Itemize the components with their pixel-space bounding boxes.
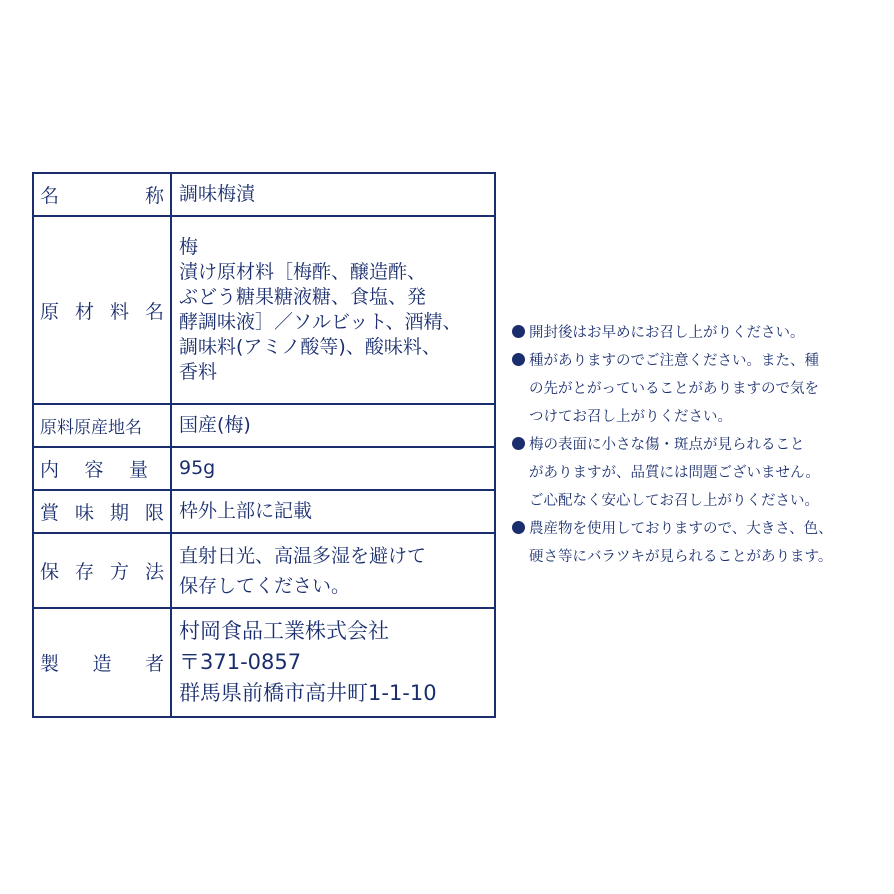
bullet-icon bbox=[512, 521, 525, 534]
row-key bbox=[33, 608, 171, 717]
bullet-icon bbox=[512, 325, 525, 338]
row-key-label: 原 材 料 名 bbox=[40, 300, 164, 323]
value-line: 調味梅漬 bbox=[179, 183, 256, 205]
value-line: 直射日光、高温多湿を避けて bbox=[179, 544, 427, 567]
row-key-label: 保 存 方 法 bbox=[40, 561, 164, 583]
value-line: 国産(梅) bbox=[179, 414, 251, 436]
note-item bbox=[512, 515, 882, 571]
note-text: の先がとがっていることがありますので気を bbox=[529, 381, 819, 397]
table-row bbox=[33, 608, 495, 717]
row-value bbox=[171, 216, 495, 404]
row-value bbox=[171, 447, 495, 490]
table-row bbox=[33, 490, 495, 533]
note-item bbox=[512, 319, 882, 347]
caution-notes bbox=[512, 319, 882, 571]
row-value bbox=[171, 533, 495, 608]
value-line: 漬け原材料［梅酢、醸造酢、 bbox=[179, 261, 427, 283]
row-key-label: 賞 味 期 限 bbox=[40, 502, 164, 524]
note-item bbox=[512, 431, 882, 515]
note-text: 開封後はお早めにお召し上がりください。 bbox=[529, 325, 805, 341]
table-row bbox=[33, 404, 495, 447]
value-line: 枠外上部に記載 bbox=[179, 500, 313, 522]
bullet-icon bbox=[512, 353, 525, 366]
row-key bbox=[33, 404, 171, 447]
value-line: 梅 bbox=[179, 236, 199, 258]
value-line: ぶどう糖果糖液糖、食塩、発 bbox=[179, 286, 427, 308]
table-row bbox=[33, 216, 495, 404]
row-key-label: 原料原産地名 bbox=[40, 418, 142, 438]
row-key-label: 製 造 者 bbox=[40, 653, 164, 675]
note-text: 梅の表面に小さな傷・斑点が見られること bbox=[529, 437, 805, 453]
note-text: ご心配なく安心してお召し上がりください。 bbox=[529, 493, 819, 509]
row-value bbox=[171, 404, 495, 447]
food-label-table bbox=[32, 172, 496, 718]
row-key-label: 名 称 bbox=[40, 185, 164, 207]
value-line: 調味料(アミノ酸等)、酸味料、 bbox=[179, 336, 441, 358]
row-key-label: 内 容 量 bbox=[40, 459, 148, 481]
row-key bbox=[33, 533, 171, 608]
value-line: 酵調味液］／ソルビット、酒精、 bbox=[179, 311, 462, 333]
note-text: がありますが、品質には問題ございません。 bbox=[529, 465, 820, 481]
note-text: 硬さ等にバラツキが見られることがあります。 bbox=[529, 549, 833, 565]
postal-code: 〒371-0857 bbox=[179, 650, 302, 674]
manufacturer-name: 村岡食品工業株式会社 bbox=[179, 619, 389, 643]
note-text: 農産物を使用しておりますので、大きさ、色、 bbox=[529, 521, 833, 537]
note-text: 種がありますのでご注意ください。また、種 bbox=[529, 353, 819, 369]
value-line: 保存してください。 bbox=[179, 574, 351, 597]
table-row bbox=[33, 447, 495, 490]
bullet-icon bbox=[512, 437, 525, 450]
row-key bbox=[33, 173, 171, 216]
note-text: つけてお召し上がりください。 bbox=[529, 409, 732, 425]
table-row bbox=[33, 173, 495, 216]
row-key bbox=[33, 447, 171, 490]
address: 群馬県前橋市高井町1-1-10 bbox=[179, 681, 437, 705]
row-value bbox=[171, 173, 495, 216]
row-key bbox=[33, 490, 171, 533]
row-value bbox=[171, 490, 495, 533]
row-value bbox=[171, 608, 495, 717]
value-line: 香料 bbox=[179, 361, 218, 383]
value-line: 95g bbox=[179, 457, 216, 479]
note-item bbox=[512, 347, 882, 431]
row-key bbox=[33, 216, 171, 404]
table-row bbox=[33, 533, 495, 608]
